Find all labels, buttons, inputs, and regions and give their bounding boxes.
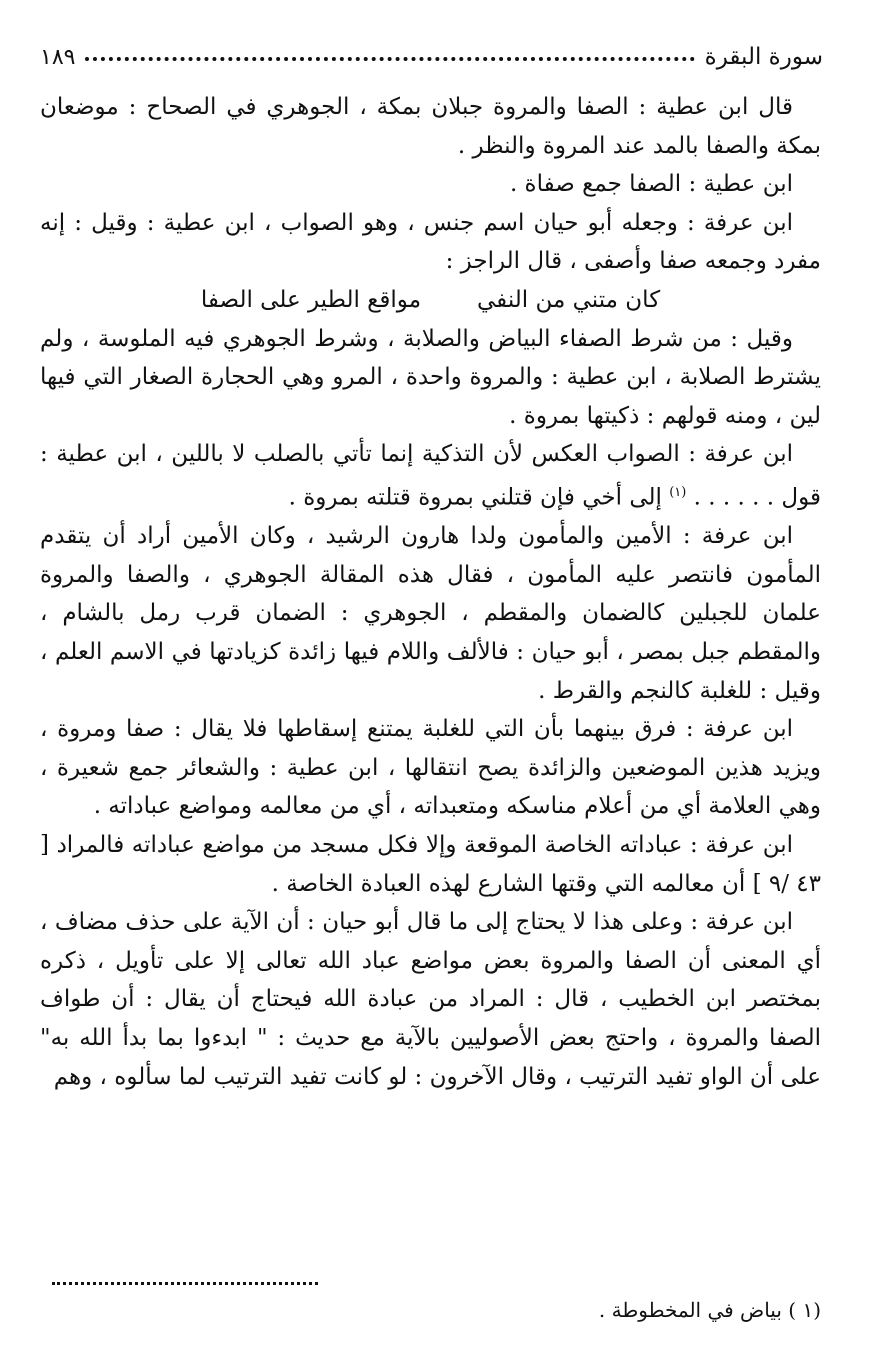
paragraph: ابن عرفة : وجعله أبو حيان اسم جنس ، وهو الصواب ، ابن عطية : وقيل : إنه مفرد وجمعه صفا وأصفى ، قال الراجز : [40, 209, 821, 275]
paragraph-part: ابن عرفة : الصواب العكس لأن التذكية إنما تأتي بالصلب لا باللين ، ابن عطية : قول . . . . . . [40, 441, 821, 511]
paragraph: ابن عرفة : وعلى هذا لا يحتاج إلى ما قال أبو حيان : أن الآية على حذف مضاف ، أي المعنى أن الصفا والمروة بعض مواضع عباد الله تعالى إلا على تأويل ، ذكره بمختصر ابن الخطيب ، قال : المراد من عبادة الله فيحتاج أن يقال : أن طواف الصفا والمروة ، واحتج بعض الأصوليين بالآية مع حديث : " ابدءوا بما بدأ الله به" على أن الواو تفيد الترتيب ، وقال الآخرون : لو كانت تفيد الترتيب لما سألوه ، وهم [40, 909, 821, 1090]
verse-hemistich-second: مواقع الطير على الصفا [200, 286, 422, 313]
paragraph: ابن عرفة : عباداته الخاصة الموقعة وإلا فكل مسجد من مواضع عباداته فالمراد [ ٤٣ /٩ ] أن معالمه التي وقتها الشارع لهذه العبادة الخاصة . [40, 831, 821, 897]
page-number: ١٨٩ [40, 44, 76, 70]
paragraph: ابن عرفة : فرق بينهما بأن التي للغلبة يمتنع إسقاطها فلا يقال : صفا ومروة ، ويزيد هذين الموضعين والزائدة يصح انتقالها ، ابن عطية : والشعائر جمع شعيرة ، وهي العلامة أي من أعلام مناسكه ومتعبداته ، أي من معالمه ومواضع عباداته . [40, 716, 821, 820]
footnote-separator [52, 1282, 318, 1285]
header-dotted-rule [85, 53, 694, 61]
poetry-verse [40, 281, 821, 320]
verse-hemistich-first: كان متني من النفي [477, 286, 661, 313]
running-header [40, 40, 823, 74]
paragraph: ابن عطية : الصفا جمع صفاة . [509, 171, 793, 198]
paragraph-part: إلى أخي فإن قتلني بمروة قتلته بمروة . [288, 484, 662, 511]
footnote: (١ ) بياض في المخطوطة . [598, 1298, 821, 1322]
paragraph: وقيل : من شرط الصفاء البياض والصلابة ، وشرط الجوهري فيه الملوسة ، ولم يشترط الصلابة ، ابن عطية : والمروة واحدة ، المرو وهي الحجارة الصغار التي فيها لين ، ومنه قولهم : ذكيتها بمروة . [40, 325, 821, 429]
paragraph-with-footnote [40, 435, 821, 517]
footnote-marker: (١) [669, 484, 687, 500]
paragraph: ابن عرفة : الأمين والمأمون ولدا هارون الرشيد ، وكان الأمين أراد أن يتقدم المأمون فانتصر عليه المأمون ، فقال هذه المقالة الجوهري ، والصفا والمروة علمان للجبلين كالضمان والمقطم ، الجوهري : الضمان قرب رمل بالشام ، والمقطم جبل بمصر ، أبو حيان : فالألف واللام فيها زائدة كزيادتها في الاسم العلم ، وقيل : للغلبة كالنجم والقرط . [40, 523, 821, 704]
main-text [40, 88, 821, 1096]
paragraph: قال ابن عطية : الصفا والمروة جبلان بمكة ، الجوهري في الصحاح : موضعان بمكة والصفا بالمد عند المروة والنظر . [40, 94, 821, 159]
surah-title: سورة البقرة [704, 44, 823, 70]
